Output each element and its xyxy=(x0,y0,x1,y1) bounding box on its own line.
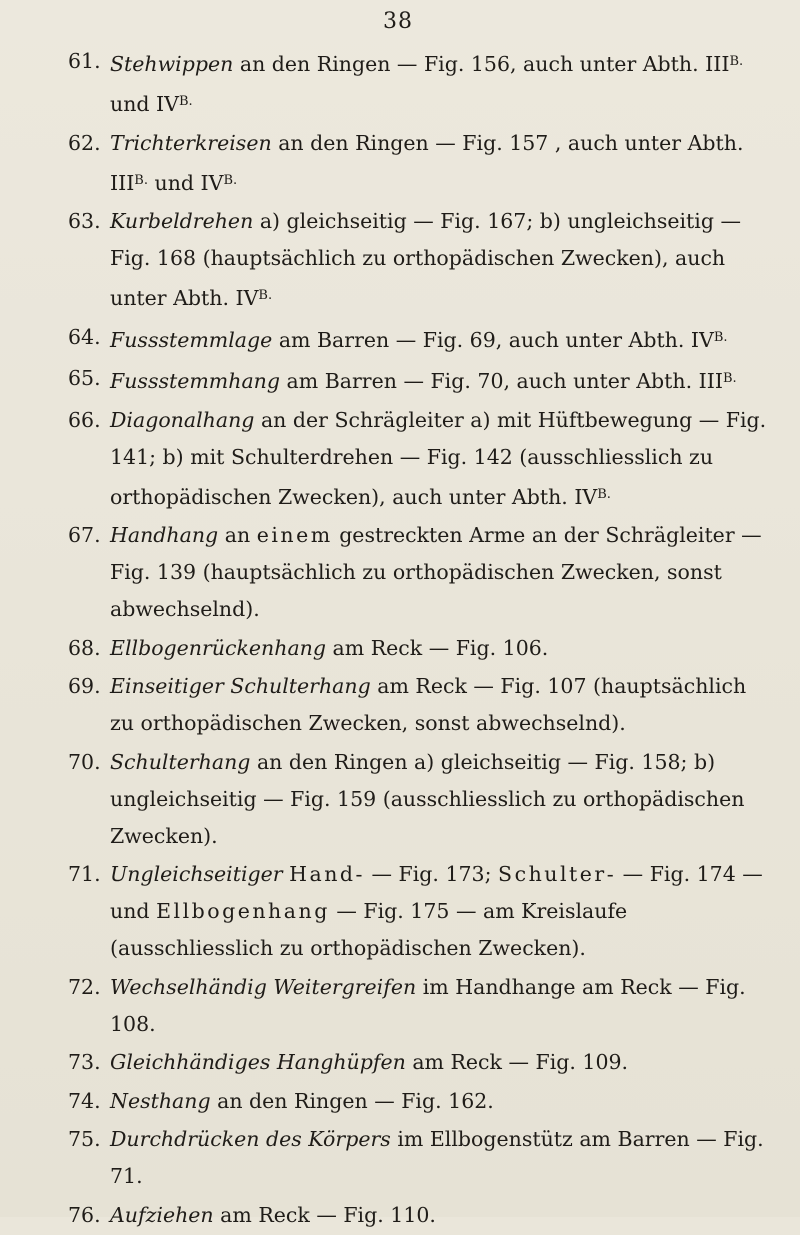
item-text: a) gleichseitig — Fig. 167; b) ungleichseitig — Fig. 168 (hauptsächlich zu orthopädischen Zwecken), auch unter Abth. IV xyxy=(110,209,741,310)
item-text: gestreckten Arme an der Schrägleiter — Fig. 139 (hauptsächlich zu orthopädischen Zwecken, sonst abwechselnd). xyxy=(110,523,762,621)
item-text: an den Ringen — Fig. 162. xyxy=(217,1088,494,1113)
item-number: 65. xyxy=(68,366,101,390)
list-item xyxy=(68,630,768,667)
item-number: 73. xyxy=(68,1050,101,1074)
exercise-term: Einseitiger Schulterhang xyxy=(110,674,371,698)
superscript: B. xyxy=(223,172,238,188)
spaced-emphasis: Hand- xyxy=(289,862,365,886)
item-number: 63. xyxy=(68,209,101,233)
list-item xyxy=(68,43,768,123)
list-item xyxy=(68,203,768,317)
item-number: 75. xyxy=(68,1127,101,1151)
exercise-term: Wechselhändig Weitergreifen xyxy=(110,974,417,999)
superscript: B. xyxy=(258,288,273,303)
list-item xyxy=(68,125,768,202)
item-text: an xyxy=(224,523,251,547)
superscript: B. xyxy=(178,94,193,109)
list-item xyxy=(68,319,768,359)
list-item xyxy=(68,402,768,516)
exercise-term: Fussstemmlage xyxy=(110,327,273,352)
item-number: 71. xyxy=(68,862,101,886)
exercise-term: Schulterhang xyxy=(110,749,251,774)
item-text: am Barren — Fig. 69, auch unter Abth. IV xyxy=(278,327,714,352)
list-item xyxy=(68,668,768,742)
exercise-term: Ellbogenrückenhang xyxy=(110,635,326,660)
item-text: und IV xyxy=(110,92,179,116)
superscript: B. xyxy=(713,329,728,345)
list-item xyxy=(68,1044,768,1081)
item-number: 62. xyxy=(68,130,101,155)
spaced-emphasis: einem xyxy=(256,523,333,547)
list-item xyxy=(68,360,768,400)
list-item xyxy=(68,744,768,855)
item-text: am Reck — Fig. 110. xyxy=(220,1202,436,1227)
item-number: 61. xyxy=(68,49,101,73)
exercise-term: Gleichhändiges Hanghüpfen xyxy=(110,1050,406,1074)
item-text: — Fig. 174 — und xyxy=(110,862,763,923)
item-text: am Reck — Fig. 106. xyxy=(332,635,549,660)
item-text: im Ellbogenstütz am Barren — Fig. 71. xyxy=(110,1127,764,1188)
item-number: 67. xyxy=(68,523,101,547)
exercise-term: Kurbeldrehen xyxy=(110,209,254,233)
exercise-term: Ungleichseitiger xyxy=(110,862,283,886)
item-text: an den Ringen — Fig. 157 , auch unter Abth. III xyxy=(110,130,744,195)
item-text: am Reck — Fig. 109. xyxy=(412,1050,629,1074)
item-text: an der Schrägleiter a) mit Hüftbewegung — Fig. 141; b) mit Schulterdrehen — Fig. 142 (ausschliesslich zu orthopädischen Zwecken), auch unter Abth. IV xyxy=(110,407,767,509)
exercise-term: Handhang xyxy=(110,523,219,547)
item-text: am Reck — Fig. 107 (hauptsächlich zu orthopädischen Zwecken, sonst abwechselnd). xyxy=(110,674,747,735)
superscript: B. xyxy=(722,371,737,386)
item-number: 70. xyxy=(68,749,101,774)
item-text: und IV xyxy=(147,170,224,195)
exercise-term: Nesthang xyxy=(110,1088,211,1113)
item-text: — Fig. 173; xyxy=(371,862,492,886)
item-text: im Handhange am Reck — Fig. 108. xyxy=(110,974,746,1036)
exercise-term: Stehwippen xyxy=(110,52,234,76)
item-text: an den Ringen a) gleichseitig — Fig. 158; b) ungleichseitig — Fig. 159 (ausschliesslich zu orthopädischen Zwecken). xyxy=(110,749,745,848)
item-number: 68. xyxy=(68,635,101,660)
exercise-term: Durchdrücken des Körpers xyxy=(110,1127,391,1151)
spaced-emphasis: Schulter- xyxy=(498,862,617,886)
list-item xyxy=(68,1083,768,1120)
superscript: B. xyxy=(729,54,744,69)
item-number: 72. xyxy=(68,974,101,999)
item-number: 76. xyxy=(68,1202,101,1227)
exercise-term: Fussstemmhang xyxy=(110,369,280,393)
exercise-term: Trichterkreisen xyxy=(110,130,272,155)
spaced-emphasis: Ellbogenhang xyxy=(156,899,330,923)
item-text: an den Ringen — Fig. 156, auch unter Abth. III xyxy=(239,52,730,76)
item-text: — Fig. 175 — am Kreislaufe (ausschliesslich zu orthopädischen Zwecken). xyxy=(110,899,628,960)
item-number: 69. xyxy=(68,674,101,698)
list-item xyxy=(68,1121,768,1195)
list-item xyxy=(68,856,768,967)
item-number: 74. xyxy=(68,1088,101,1113)
list-item xyxy=(68,969,768,1043)
exercise-list xyxy=(68,43,768,1235)
exercise-term: Aufziehen xyxy=(110,1202,214,1227)
item-text: am Barren — Fig. 70, auch unter Abth. III xyxy=(286,369,723,393)
page-number: 38 xyxy=(383,9,413,34)
item-number: 64. xyxy=(68,324,101,349)
superscript: B. xyxy=(597,486,611,502)
exercise-term: Diagonalhang xyxy=(110,407,255,432)
list-item xyxy=(68,1197,768,1234)
item-number: 66. xyxy=(68,407,101,432)
superscript: B. xyxy=(134,172,148,188)
list-item xyxy=(68,517,768,628)
